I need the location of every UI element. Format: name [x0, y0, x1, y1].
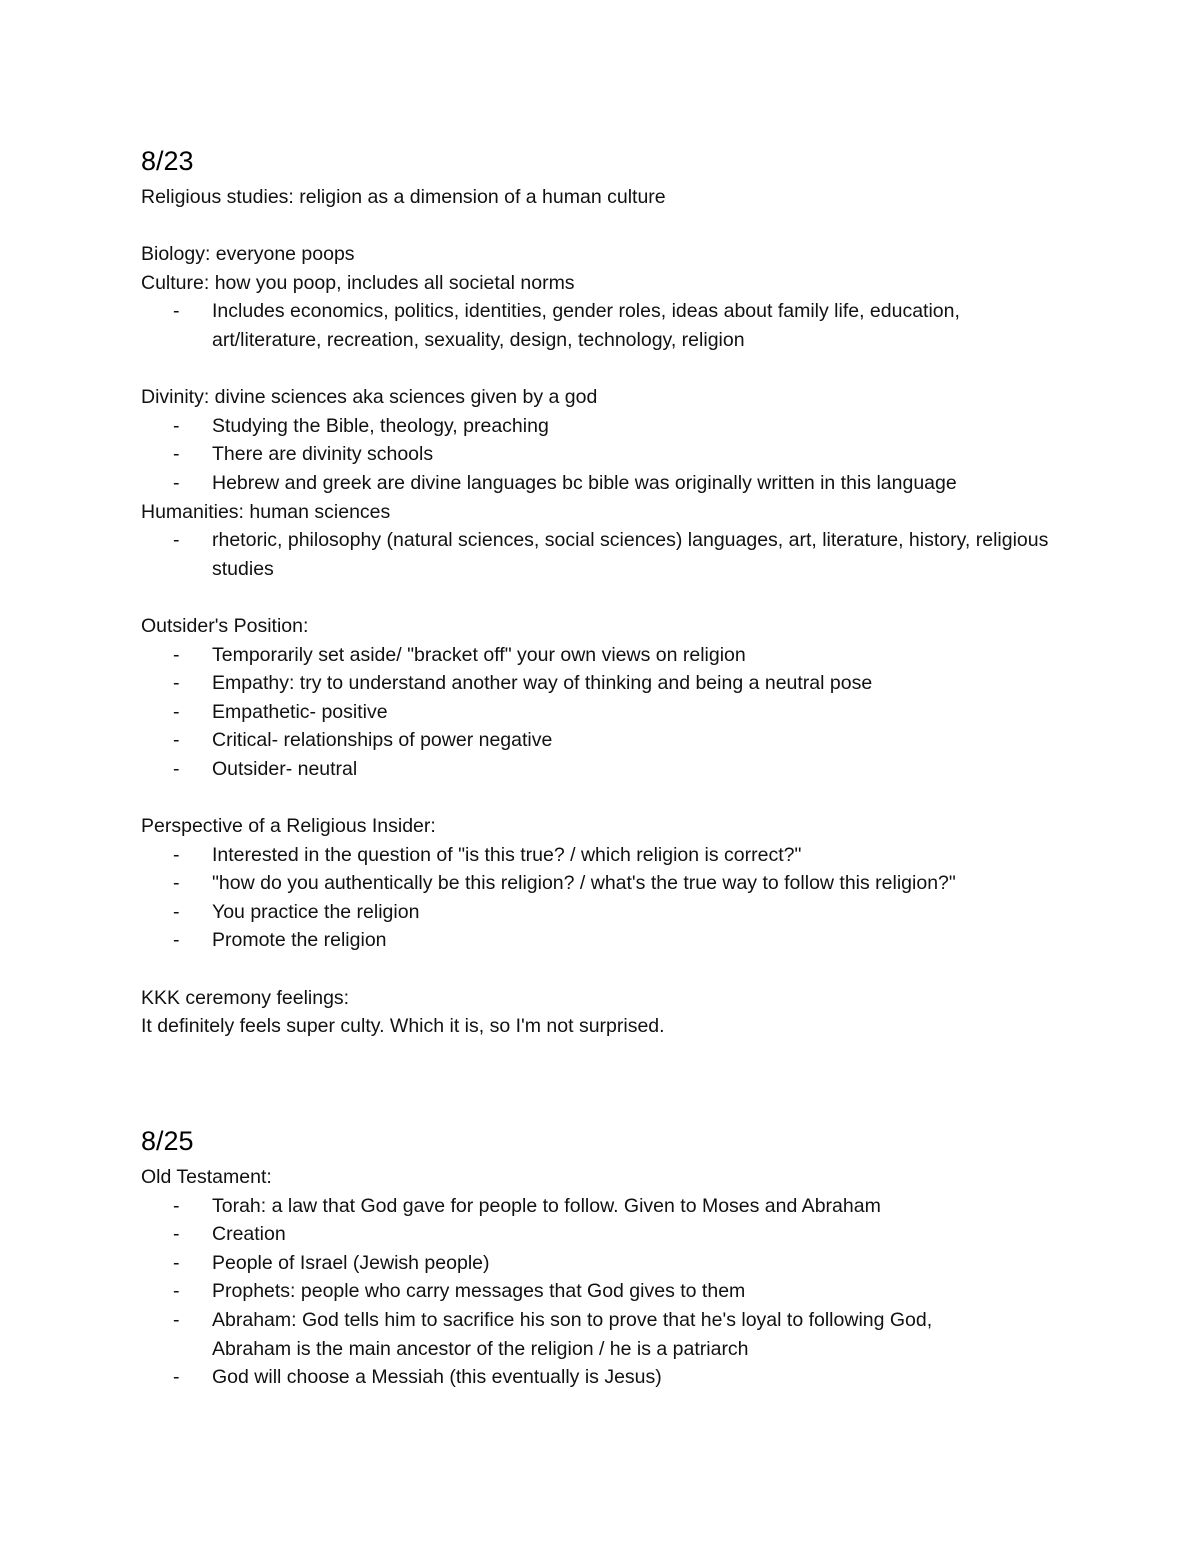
blank-line	[141, 355, 1101, 384]
list-item-text: God will choose a Messiah (this eventually is Jesus)	[212, 1366, 662, 1389]
list-item-text: Creation	[212, 1223, 286, 1246]
list-item	[141, 526, 1057, 583]
bullet-dash: -	[173, 1251, 180, 1274]
humanities-bullet-list	[141, 526, 1101, 583]
date-heading: 8/25	[141, 1126, 194, 1156]
old-testament-line: Old Testament:	[141, 1166, 272, 1188]
blank-line	[141, 955, 1101, 984]
list-item	[141, 1249, 1101, 1278]
list-item-text: Studying the Bible, theology, preaching	[212, 414, 549, 437]
notes-section-8-23	[141, 141, 1101, 1041]
bullet-dash: -	[173, 300, 180, 323]
bullet-dash: -	[173, 643, 180, 666]
divinity-bullet-list	[141, 412, 1101, 498]
list-item-text: Critical- relationships of power negative	[212, 729, 553, 752]
list-item-text: Hebrew and greek are divine languages bc bible was originally written in this language	[212, 471, 957, 494]
blank-line	[141, 583, 1101, 612]
list-item	[141, 297, 1042, 354]
culture-bullet-list	[141, 297, 1101, 354]
list-item-text: Prophets: people who carry messages that God gives to them	[212, 1280, 746, 1303]
list-item	[141, 412, 1101, 441]
bullet-dash: -	[173, 414, 180, 437]
list-item-text: There are divinity schools	[212, 443, 434, 466]
list-item	[141, 1306, 1012, 1363]
bullet-dash: -	[173, 872, 180, 895]
list-item-text: rhetoric, philosophy (natural sciences, social sciences) languages, art, literature, history, religious studies	[212, 529, 1049, 580]
list-item	[141, 926, 1101, 955]
bullet-dash: -	[173, 729, 180, 752]
list-item-text: Empathy: try to understand another way of thinking and being a neutral pose	[212, 672, 873, 695]
religious-studies-line: Religious studies: religion as a dimension of a human culture	[141, 186, 666, 208]
humanities-line: Humanities: human sciences	[141, 500, 391, 523]
outsider-bullet-list	[141, 641, 1101, 784]
date-heading: 8/23	[141, 146, 194, 176]
divinity-line: Divinity: divine sciences aka sciences given by a god	[141, 386, 598, 409]
list-item	[141, 669, 1101, 698]
bullet-dash: -	[173, 900, 180, 923]
list-item-text: Includes economics, politics, identities, gender roles, ideas about family life, education, art/literature, recreation, sexuality, design, technology, religion	[212, 300, 960, 351]
list-item	[141, 841, 1101, 870]
list-item-text: Interested in the question of "is this true? / which religion is correct?"	[212, 843, 802, 866]
bullet-dash: -	[173, 757, 180, 780]
list-item	[141, 698, 1101, 727]
blank-line	[141, 212, 1101, 241]
old-testament-bullet-list	[141, 1192, 1101, 1392]
list-item-text: Promote the religion	[212, 929, 387, 952]
bullet-dash: -	[173, 529, 180, 552]
list-item	[141, 1192, 1101, 1221]
kkk-text-line: It definitely feels super culty. Which it is, so I'm not surprised.	[141, 1015, 665, 1038]
insider-bullet-list	[141, 841, 1101, 955]
list-item	[141, 869, 1101, 898]
bullet-dash: -	[173, 672, 180, 695]
blank-line	[141, 783, 1101, 812]
list-item	[141, 641, 1101, 670]
list-item-text: Torah: a law that God gave for people to follow. Given to Moses and Abraham	[212, 1194, 881, 1217]
bullet-dash: -	[173, 443, 180, 466]
list-item	[141, 440, 1101, 469]
bullet-dash: -	[173, 471, 180, 494]
list-item	[141, 755, 1101, 784]
list-item	[141, 1277, 1101, 1306]
bullet-dash: -	[173, 700, 180, 723]
kkk-heading-line: KKK ceremony feelings:	[141, 986, 350, 1009]
list-item	[141, 898, 1101, 927]
list-item-text: "how do you authentically be this religion? / what's the true way to follow this religion?"	[212, 872, 956, 895]
list-item-text: Abraham: God tells him to sacrifice his son to prove that he's loyal to following God, Abraham is the main ancestor of the religion / he is a patriarch	[212, 1308, 933, 1360]
list-item-text: Temporarily set aside/ "bracket off" your own views on religion	[212, 643, 746, 666]
list-item-text: Outsider- neutral	[212, 757, 358, 780]
bullet-dash: -	[173, 1223, 180, 1246]
bullet-dash: -	[173, 1366, 180, 1389]
bullet-dash: -	[173, 1280, 180, 1303]
outsider-position-line: Outsider's Position:	[141, 614, 309, 637]
biology-line: Biology: everyone poops	[141, 243, 355, 266]
bullet-dash: -	[173, 1194, 180, 1217]
list-item	[141, 726, 1101, 755]
notes-section-8-25	[141, 1121, 1101, 1392]
list-item	[141, 469, 1101, 498]
bullet-dash: -	[173, 1308, 180, 1331]
bullet-dash: -	[173, 929, 180, 952]
list-item-text: Empathetic- positive	[212, 700, 388, 723]
list-item	[141, 1220, 1101, 1249]
insider-perspective-line: Perspective of a Religious Insider:	[141, 815, 436, 838]
bullet-dash: -	[173, 843, 180, 866]
culture-line: Culture: how you poop, includes all societal norms	[141, 271, 575, 294]
list-item	[141, 1363, 1101, 1392]
list-item-text: People of Israel (Jewish people)	[212, 1251, 490, 1274]
list-item-text: You practice the religion	[212, 900, 420, 923]
